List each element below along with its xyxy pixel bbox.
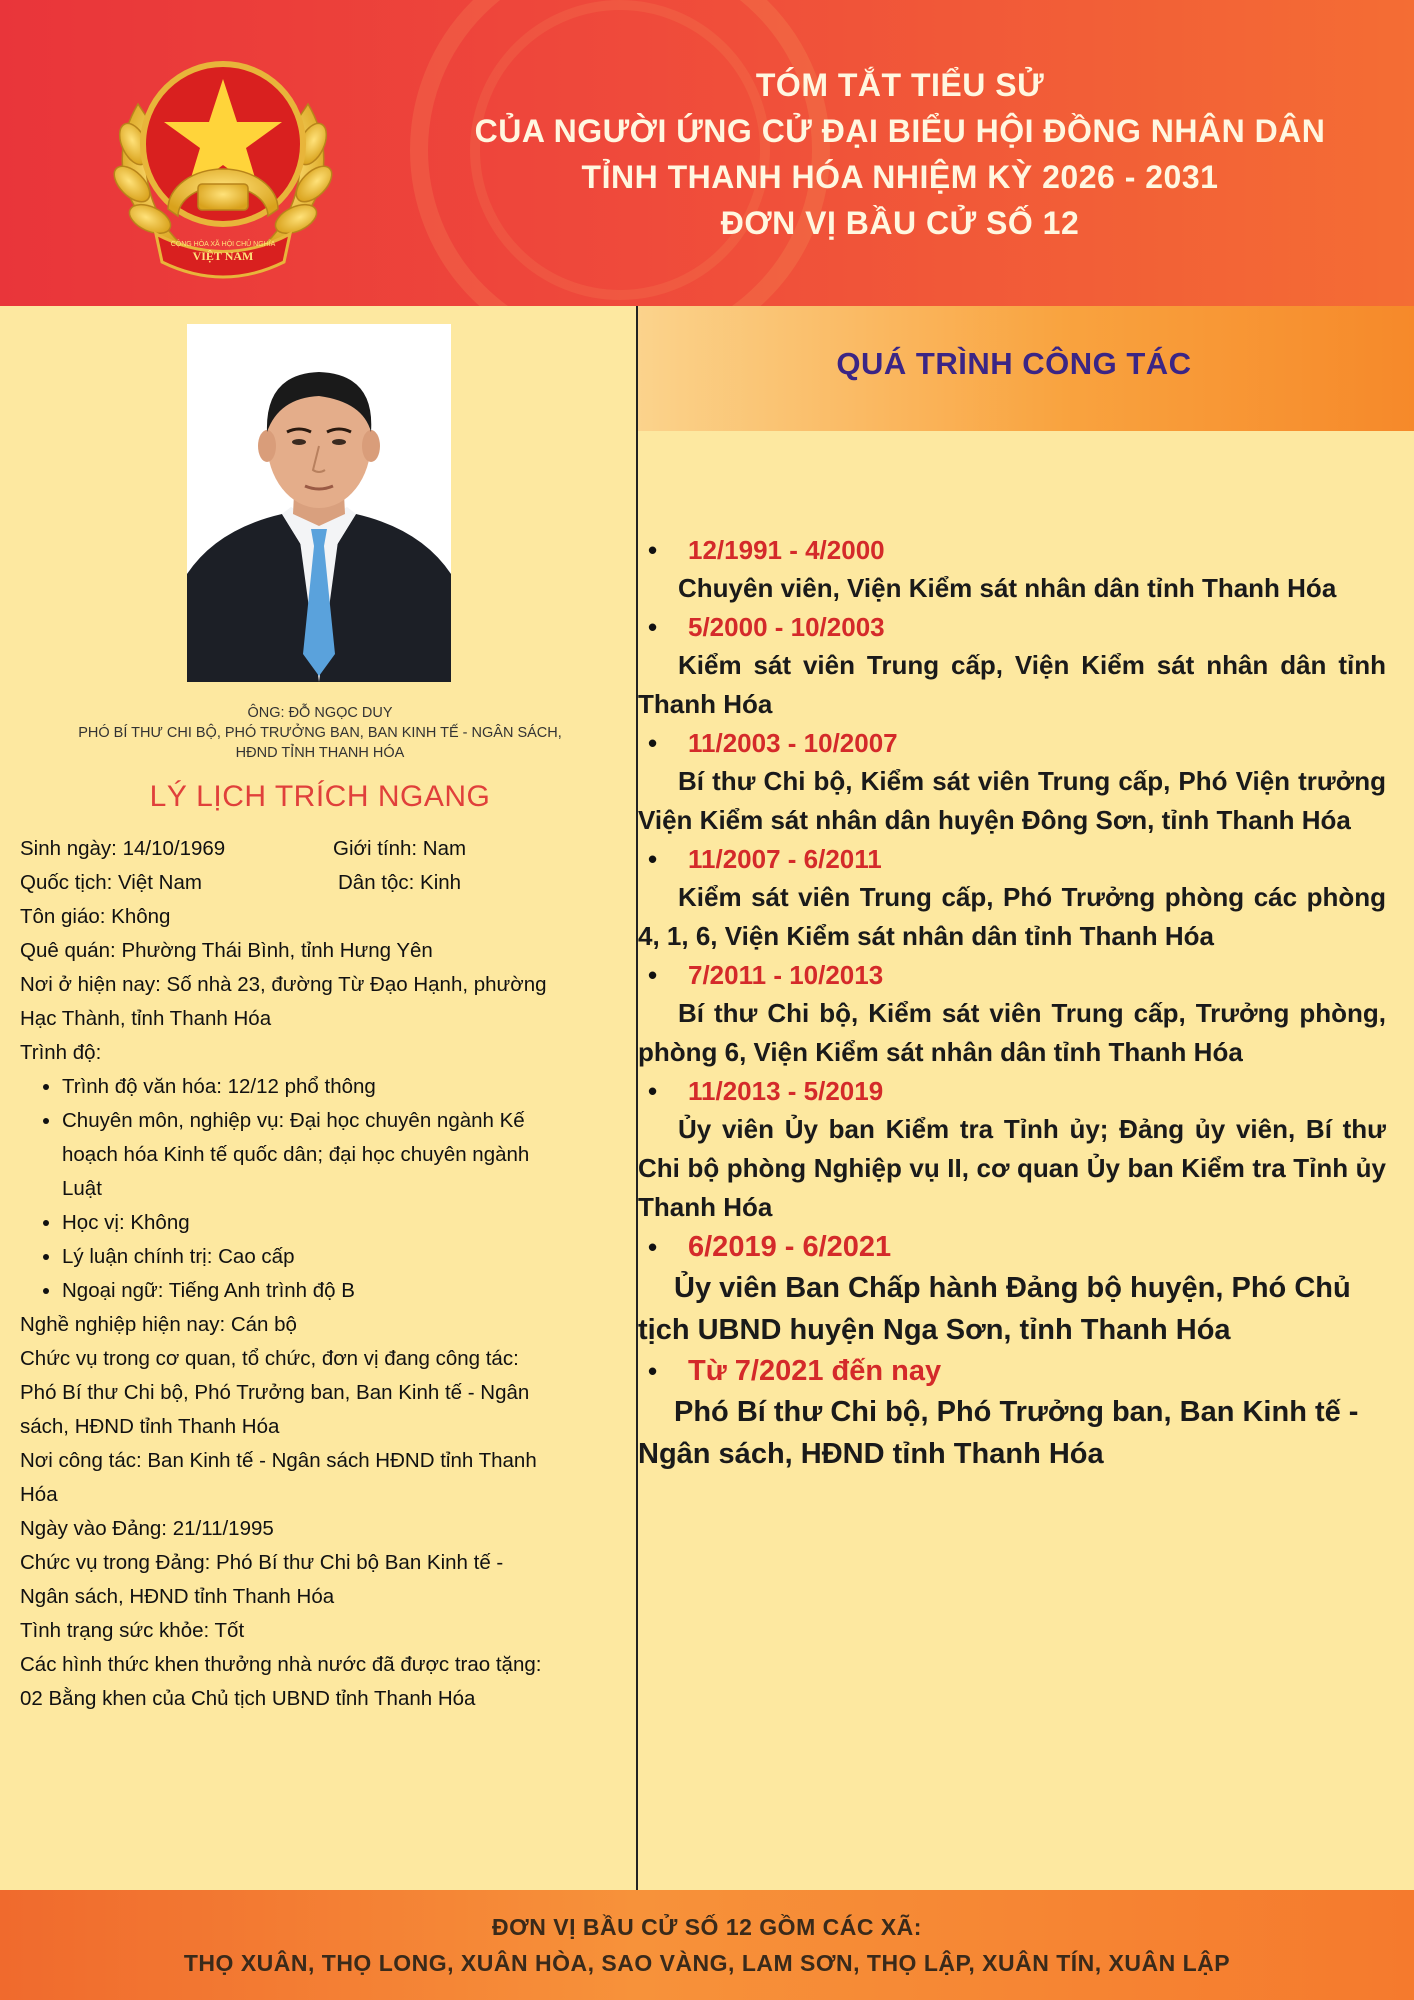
residence-line-2: Hạc Thành, tỉnh Thanh Hóa — [20, 1007, 272, 1030]
career-period: • 11/2003 - 10/2007 — [638, 724, 1386, 762]
list-item: • Trình độ văn hóa: 12/12 phổ thông — [62, 1070, 625, 1104]
career-description: Phó Bí thư Chi bộ, Phó Trưởng ban, Ban Kinh tế - Ngân sách, HĐND tỉnh Thanh Hóa — [638, 1396, 1359, 1470]
candidate-caption — [20, 703, 620, 763]
right-column — [638, 306, 1414, 1890]
footer-line-1: ĐƠN VỊ BẦU CỬ SỐ 12 GỒM CÁC XÃ: — [492, 1914, 922, 1940]
career-period: • 7/2011 - 10/2013 — [638, 956, 1386, 994]
workplace-line-2: Hóa — [20, 1483, 58, 1506]
party-position-line-1: Chức vụ trong Đảng: Phó Bí thư Chi bộ Ban Kinh tế - — [20, 1551, 504, 1574]
career-period: • 6/2019 - 6/2021 — [638, 1227, 1386, 1267]
left-column — [0, 306, 636, 1890]
portrait-photo — [187, 324, 451, 682]
career-entry — [638, 608, 1386, 724]
career-period: • Từ 7/2021 đến nay — [638, 1351, 1386, 1391]
hometown: Quê quán: Phường Thái Bình, tỉnh Hưng Yên — [20, 939, 433, 962]
career-period: • 12/1991 - 4/2000 — [638, 531, 1386, 569]
title-line-3: TỈNH THANH HÓA NHIỆM KỲ 2026 - 2031 — [581, 159, 1219, 195]
title-line-1: TÓM TẮT TIỂU SỬ — [755, 67, 1045, 103]
career-description: Ủy viên Ban Chấp hành Đảng bộ huyện, Phó Chủ tịch UBND huyện Nga Sơn, tỉnh Thanh Hóa — [638, 1272, 1351, 1346]
list-item — [62, 1104, 625, 1206]
gender: Giới tính: Nam — [333, 837, 467, 860]
bio-heading: LÝ LỊCH TRÍCH NGANG — [149, 780, 491, 813]
career-description: Bí thư Chi bộ, Kiểm sát viên Trung cấp, Trưởng phòng, phòng 6, Viện Kiểm sát nhân dân tỉnh Thanh Hóa — [638, 998, 1386, 1067]
party-date: Ngày vào Đảng: 21/11/1995 — [20, 1517, 274, 1540]
candidate-name: ÔNG: ĐỖ NGỌC DUY — [247, 705, 393, 721]
candidate-position-2: HĐND TỈNH THANH HÓA — [235, 745, 405, 761]
workplace-line-1: Nơi công tác: Ban Kinh tế - Ngân sách HĐND tỉnh Thanh — [20, 1449, 537, 1472]
birth-date: Sinh ngày: 14/10/1969 — [20, 837, 226, 860]
position-label: Chức vụ trong cơ quan, tổ chức, đơn vị đang công tác: — [20, 1347, 519, 1370]
document-title — [400, 62, 1400, 246]
title-line-4: ĐƠN VỊ BẦU CỬ SỐ 12 — [720, 205, 1080, 241]
career-period: • 5/2000 - 10/2003 — [638, 608, 1386, 646]
edu-major-3: Luật — [62, 1177, 102, 1200]
candidate-position-1: PHÓ BÍ THƯ CHI BỘ, PHÓ TRƯỞNG BAN, BAN KINH TẾ - NGÂN SÁCH, — [78, 725, 562, 741]
career-entry — [638, 956, 1386, 1072]
svg-text:CỘNG HÒA XÃ HỘI CHỦ NGHĨA: CỘNG HÒA XÃ HỘI CHỦ NGHĨA — [170, 241, 276, 248]
bio-details — [20, 832, 625, 1716]
position-line-2: sách, HĐND tỉnh Thanh Hóa — [20, 1415, 280, 1438]
education-label: Trình độ: — [20, 1041, 102, 1064]
awards-label: Các hình thức khen thưởng nhà nước đã được trao tặng: — [20, 1653, 542, 1676]
career-entry — [638, 1072, 1386, 1227]
career-entry — [638, 1227, 1386, 1351]
candidate-portrait — [187, 324, 451, 682]
occupation: Nghề nghiệp hiện nay: Cán bộ — [20, 1313, 297, 1336]
residence-line-1: Nơi ở hiện nay: Số nhà 23, đường Từ Đạo Hạnh, phường — [20, 973, 547, 996]
career-period: • 11/2007 - 6/2011 — [638, 840, 1386, 878]
career-description: Kiểm sát viên Trung cấp, Phó Trưởng phòng các phòng 4, 1, 6, Viện Kiểm sát nhân dân tỉnh Thanh Hóa — [638, 882, 1386, 951]
career-description: Bí thư Chi bộ, Kiểm sát viên Trung cấp, Phó Viện trưởng Viện Kiểm sát nhân dân huyện Đông Sơn, tỉnh Thanh Hóa — [638, 766, 1386, 835]
career-entry — [638, 531, 1386, 608]
career-timeline — [638, 531, 1386, 1475]
education-list — [20, 1070, 625, 1308]
career-heading-bar — [638, 306, 1414, 431]
health: Tình trạng sức khỏe: Tốt — [20, 1619, 245, 1642]
religion: Tôn giáo: Không — [20, 905, 171, 928]
career-entry — [638, 1351, 1386, 1475]
awards: 02 Bằng khen của Chủ tịch UBND tỉnh Thanh Hóa — [20, 1687, 476, 1710]
edu-major-1: Chuyên môn, nghiệp vụ: Đại học chuyên ngành Kế — [62, 1109, 525, 1132]
list-item: • Học vị: Không — [62, 1206, 625, 1240]
career-description: Ủy viên Ủy ban Kiểm tra Tỉnh ủy; Đảng ủy viên, Bí thư Chi bộ phòng Nghiệp vụ II, cơ quan Ủy ban Kiểm tra Tỉnh ủy Thanh Hóa — [638, 1114, 1386, 1222]
ethnicity: Dân tộc: Kinh — [338, 871, 462, 894]
header-banner — [0, 0, 1414, 306]
footer-banner — [0, 1890, 1414, 2000]
footer-line-2: THỌ XUÂN, THỌ LONG, XUÂN HÒA, SAO VÀNG, LAM SƠN, THỌ LẬP, XUÂN TÍN, XUÂN LẬP — [183, 1950, 1231, 1976]
career-period: • 11/2013 - 5/2019 — [638, 1072, 1386, 1110]
nationality: Quốc tịch: Việt Nam — [20, 871, 202, 894]
career-description: Chuyên viên, Viện Kiểm sát nhân dân tỉnh Thanh Hóa — [678, 573, 1337, 603]
svg-text:VIỆT NAM: VIỆT NAM — [192, 249, 254, 263]
list-item: • Lý luận chính trị: Cao cấp — [62, 1240, 625, 1274]
party-position-line-2: Ngân sách, HĐND tỉnh Thanh Hóa — [20, 1585, 335, 1608]
career-entry — [638, 724, 1386, 840]
title-line-2: CỦA NGƯỜI ỨNG CỬ ĐẠI BIỂU HỘI ĐỒNG NHÂN DÂN — [474, 113, 1326, 149]
career-description: Kiểm sát viên Trung cấp, Viện Kiểm sát nhân dân tỉnh Thanh Hóa — [638, 650, 1386, 719]
national-emblem-icon — [98, 34, 348, 284]
career-entry — [638, 840, 1386, 956]
list-item: • Ngoại ngữ: Tiếng Anh trình độ B — [62, 1274, 625, 1308]
edu-major-2: hoạch hóa Kinh tế quốc dân; đại học chuyên ngành — [62, 1143, 530, 1166]
position-line-1: Phó Bí thư Chi bộ, Phó Trưởng ban, Ban Kinh tế - Ngân — [20, 1381, 530, 1404]
career-heading: QUÁ TRÌNH CÔNG TÁC — [836, 346, 1192, 381]
